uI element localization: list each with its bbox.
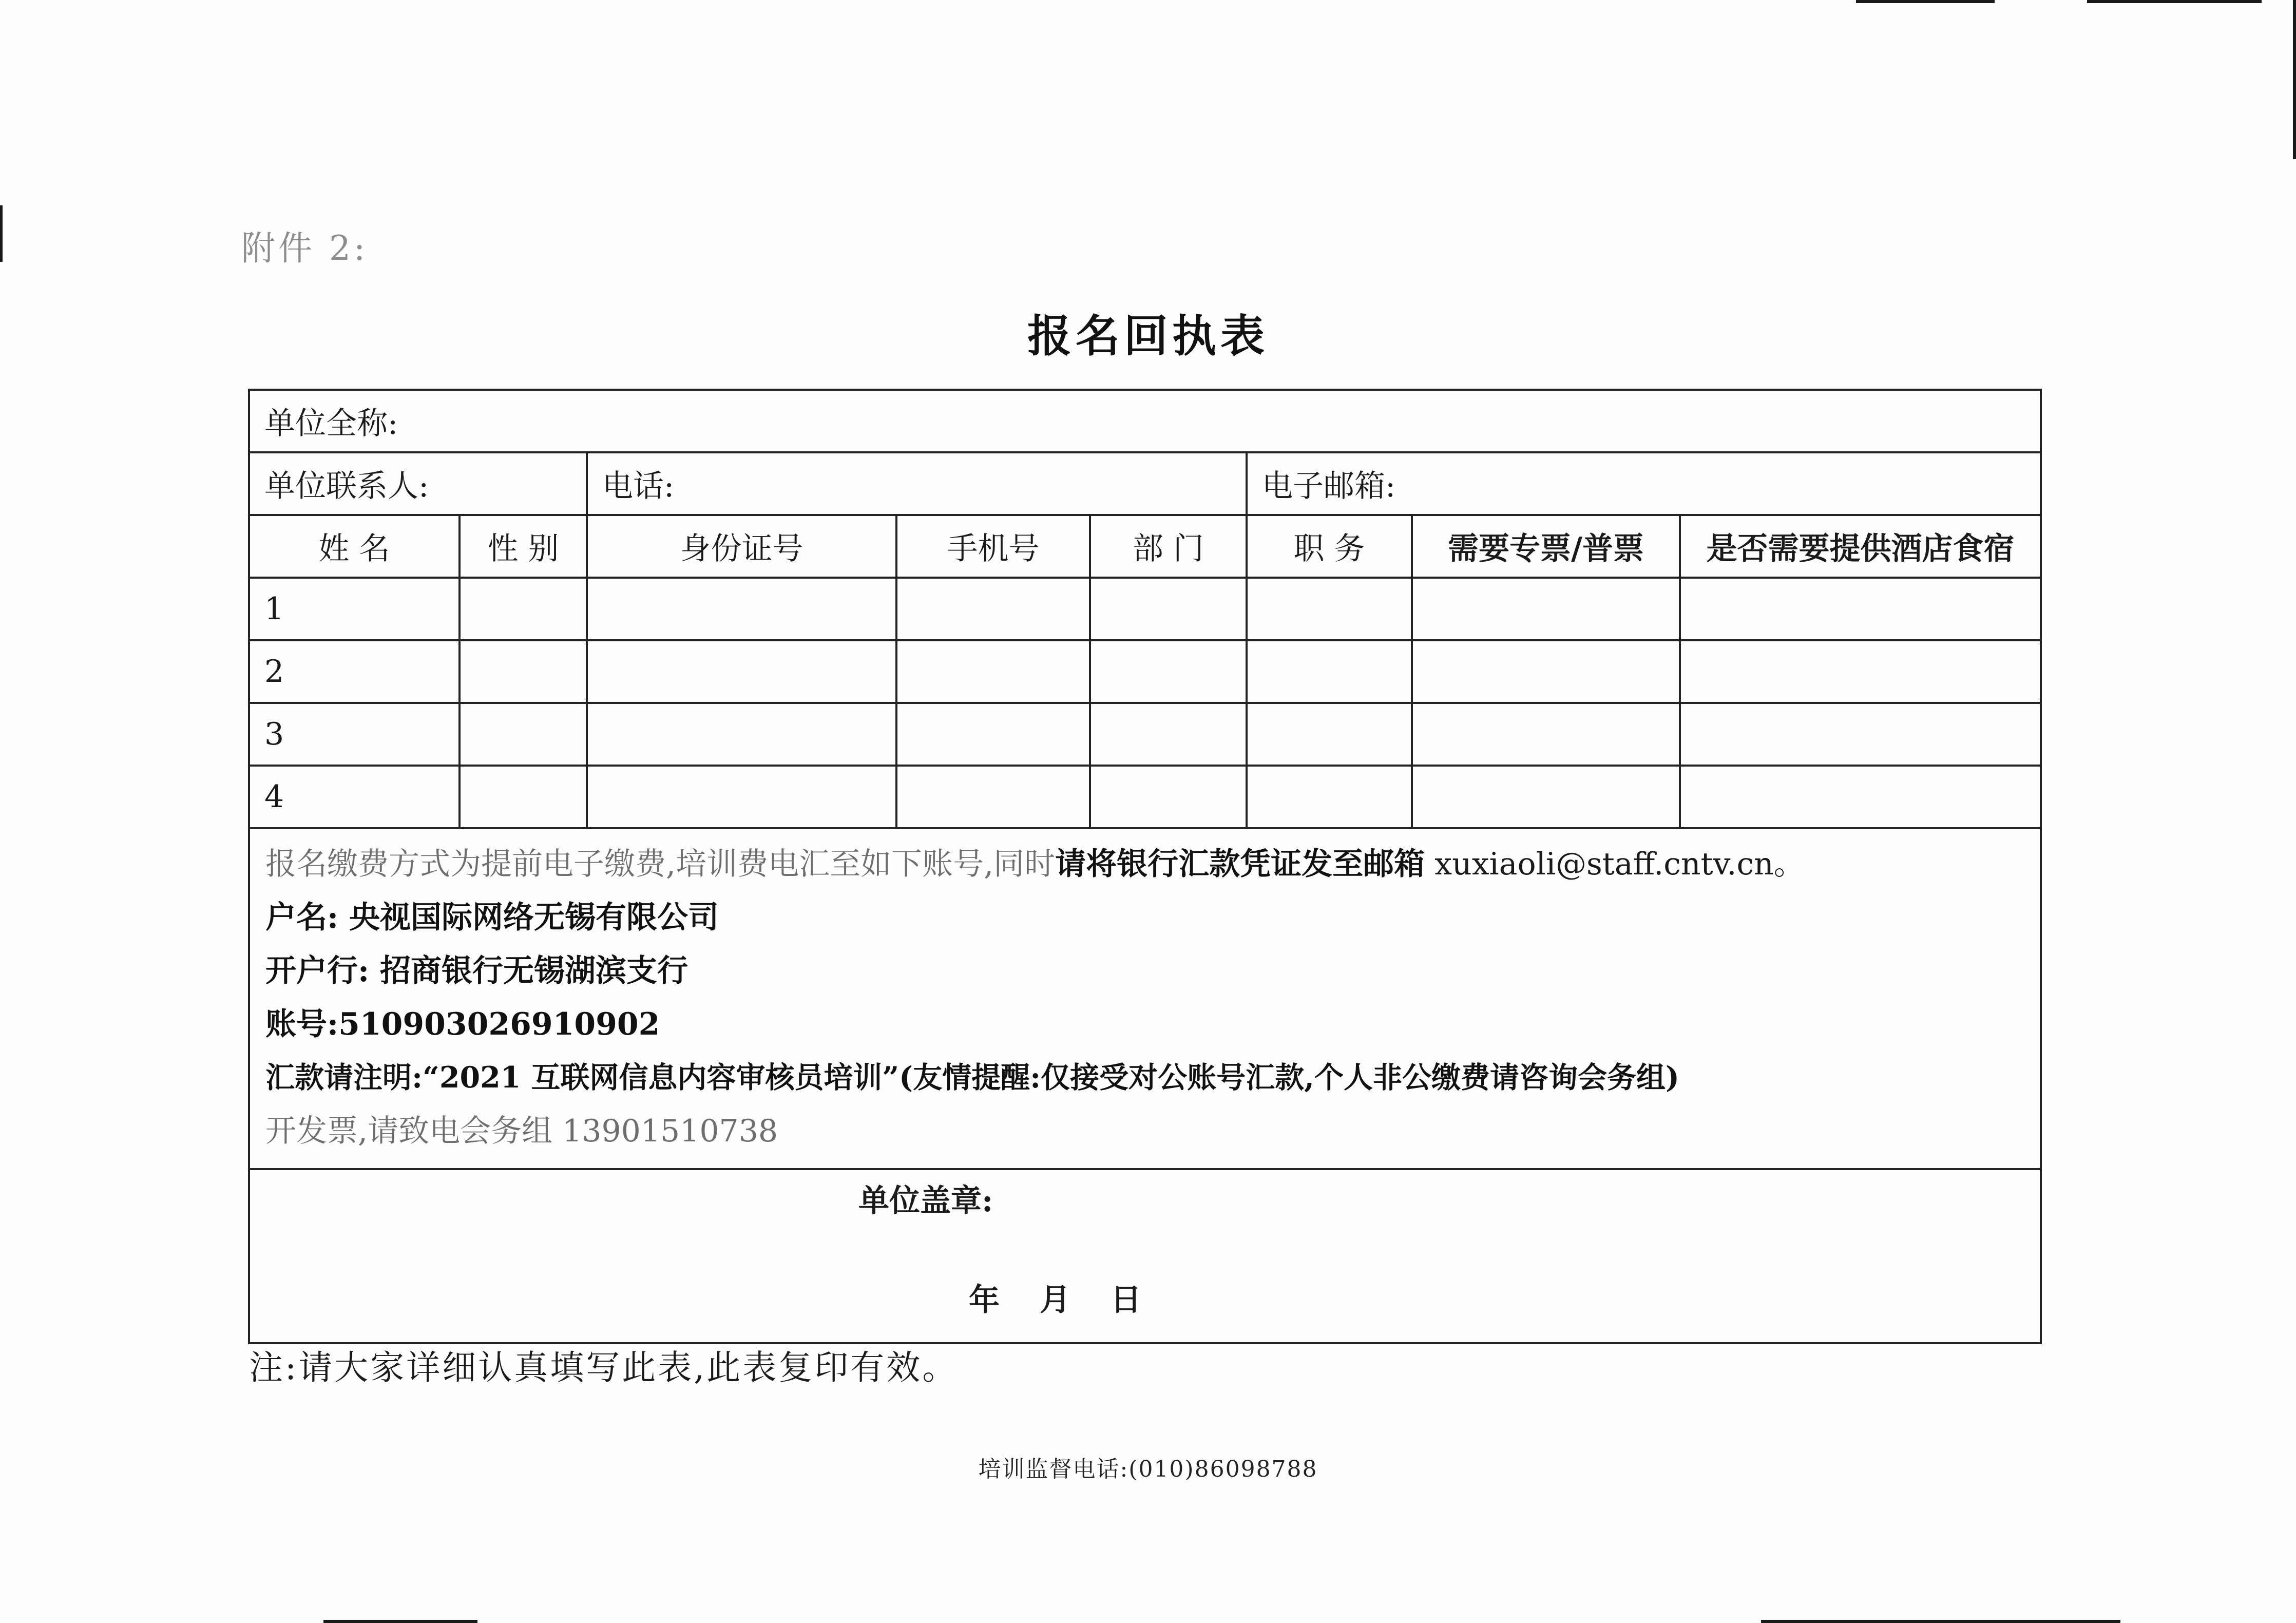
unit-seal-area[interactable]: [249, 1169, 2041, 1343]
seal-date-year: 年: [969, 1282, 1004, 1318]
row-number: 1: [249, 578, 460, 640]
seal-date: [969, 1275, 1145, 1320]
supervision-phone: 培训监督电话:(010)86098788: [978, 1456, 1318, 1482]
column-header-department: 部 门: [1090, 515, 1247, 578]
table-header-row: [249, 515, 2041, 578]
invoice-type-cell[interactable]: [1412, 703, 1680, 766]
payment-info-row: [249, 828, 2041, 1169]
phone-label: 电话:: [602, 468, 675, 504]
contact-row: [249, 452, 2041, 515]
position-cell[interactable]: [1247, 578, 1412, 640]
scan-edge-mark-bottom-left: [323, 1620, 477, 1623]
row-number: 3: [249, 703, 460, 766]
department-cell[interactable]: [1090, 766, 1247, 828]
column-header-position: 职 务: [1247, 515, 1412, 578]
seal-date-month: 月: [1040, 1282, 1075, 1318]
attachment-label: 附件 2:: [241, 228, 369, 268]
payment-info: [249, 828, 2041, 1169]
column-header-mobile: 手机号: [896, 515, 1090, 578]
account-name: 户名: 央视国际网络无锡有限公司: [265, 900, 719, 935]
invoice-contact: 开发票,请致电会务组 13901510738: [265, 1113, 778, 1149]
department-cell[interactable]: [1090, 640, 1247, 703]
gender-cell[interactable]: [460, 703, 587, 766]
position-cell[interactable]: [1247, 703, 1412, 766]
column-header-gender: 性 别: [460, 515, 587, 578]
gender-cell[interactable]: [460, 578, 587, 640]
payment-method-line: [265, 837, 2024, 891]
unit-full-name-label: 单位全称:: [264, 406, 398, 442]
gender-cell[interactable]: [460, 640, 587, 703]
scan-edge-mark-left: [0, 205, 3, 262]
registration-table: [248, 389, 2042, 1344]
id-number-cell[interactable]: [587, 640, 896, 703]
account-number: 账号:510903026910902: [265, 1006, 660, 1042]
position-cell[interactable]: [1247, 766, 1412, 828]
id-number-cell[interactable]: [587, 766, 896, 828]
email-label: 电子邮箱:: [1262, 468, 1396, 504]
invoice-type-cell[interactable]: [1412, 640, 1680, 703]
position-cell[interactable]: [1247, 640, 1412, 703]
column-header-invoice-type: 需要专票/普票: [1412, 515, 1680, 578]
hotel-needed-cell[interactable]: [1680, 578, 2041, 640]
gender-cell[interactable]: [460, 766, 587, 828]
column-header-id-number: 身份证号: [587, 515, 896, 578]
invoice-type-cell[interactable]: [1412, 578, 1680, 640]
mobile-cell[interactable]: [896, 578, 1090, 640]
remittance-note: 汇款请注明:“2021 互联网信息内容审核员培训”(友情提醒:仅接受对公账号汇款,个人非公缴费请咨询会务组): [265, 1060, 1679, 1095]
unit-seal-label: 单位盖章:: [858, 1183, 993, 1219]
unit-name-row: [249, 390, 2041, 452]
seal-row: [249, 1169, 2041, 1343]
hotel-needed-cell[interactable]: [1680, 766, 2041, 828]
hotel-needed-cell[interactable]: [1680, 640, 2041, 703]
bank-branch: 开户行: 招商银行无锡湖滨支行: [265, 953, 688, 989]
department-cell[interactable]: [1090, 578, 1247, 640]
scan-edge-mark-top-right: [2087, 0, 2262, 3]
unit-contact-field[interactable]: [249, 452, 587, 515]
unit-full-name-field[interactable]: [249, 390, 2041, 452]
mobile-cell[interactable]: [896, 703, 1090, 766]
scan-edge-mark-bottom-right: [1761, 1620, 2120, 1623]
table-row: [249, 703, 2041, 766]
table-row: [249, 766, 2041, 828]
table-row: [249, 578, 2041, 640]
seal-date-day: 日: [1111, 1282, 1145, 1318]
payment-email-instruction: 请将银行汇款凭证发至邮箱: [1055, 846, 1425, 882]
payment-method-text: 报名缴费方式为提前电子缴费,培训费电汇至如下账号,同时: [265, 846, 1056, 882]
payment-email-address: xuxiaoli@staff.cntv.cn。: [1425, 846, 1805, 882]
scan-edge-mark-top: [1856, 0, 1995, 3]
invoice-type-cell[interactable]: [1412, 766, 1680, 828]
phone-field[interactable]: [587, 452, 1247, 515]
table-row: [249, 640, 2041, 703]
id-number-cell[interactable]: [587, 578, 896, 640]
row-number: 2: [249, 640, 460, 703]
unit-contact-label: 单位联系人:: [264, 468, 429, 504]
mobile-cell[interactable]: [896, 766, 1090, 828]
scan-edge-mark-right: [2293, 0, 2296, 159]
column-header-name: 姓 名: [249, 515, 460, 578]
department-cell[interactable]: [1090, 703, 1247, 766]
column-header-hotel-needed: 是否需要提供酒店食宿: [1680, 515, 2041, 578]
form-title: 报名回执表: [1027, 310, 1269, 362]
email-field[interactable]: [1247, 452, 2041, 515]
hotel-needed-cell[interactable]: [1680, 703, 2041, 766]
mobile-cell[interactable]: [896, 640, 1090, 703]
footnote: 注:请大家详细认真填写此表,此表复印有效。: [249, 1348, 959, 1387]
row-number: 4: [249, 766, 460, 828]
id-number-cell[interactable]: [587, 703, 896, 766]
